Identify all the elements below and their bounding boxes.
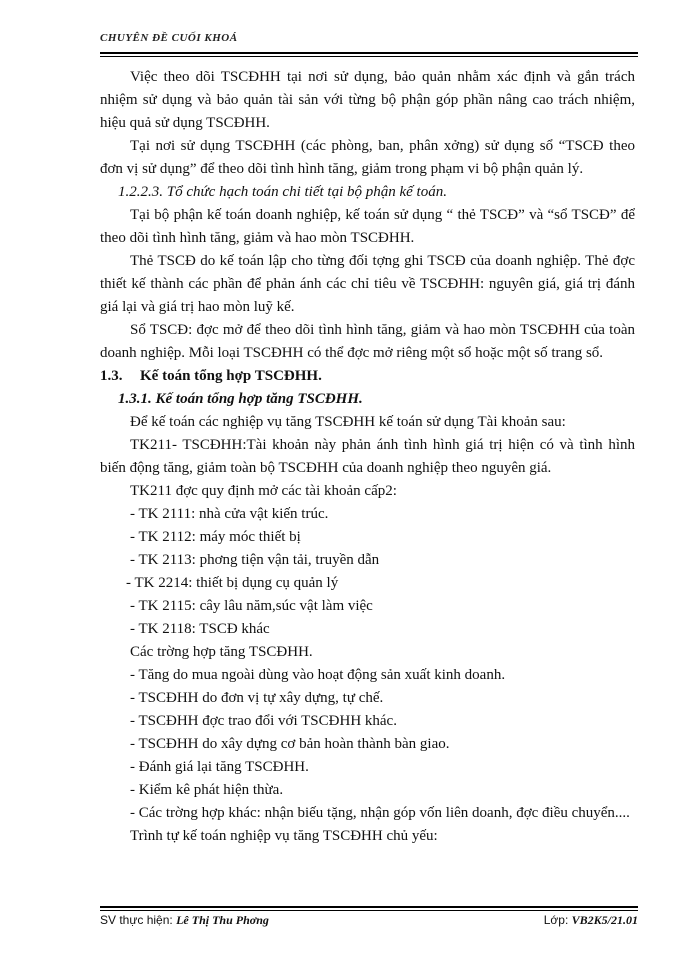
list-item: - TSCĐHH đợc trao đổi với TSCĐHH khác. [130, 713, 397, 729]
document-body [100, 66, 635, 848]
footer-student [100, 913, 269, 928]
list-item: - TK 2118: TSCĐ khác [130, 621, 270, 637]
list-item: - TK 2115: cây lâu năm,súc vật làm việc [130, 598, 373, 614]
student-label: SV thực hiện: [100, 913, 177, 927]
paragraph: TK211- TSCĐHH:Tài khoản này phản ánh tình hình giá trị hiện có và tình hình biến động tăng, giảm toàn bộ TSCĐHH của doanh nghiệp theo nguyên giá. [100, 437, 635, 476]
paragraph: Để kế toán các nghiệp vụ tăng TSCĐHH kế toán sử dụng Tài khoản sau: [130, 414, 566, 430]
header-rule-thick [100, 52, 638, 54]
list-item: - TSCĐHH do đơn vị tự xây dựng, tự chế. [130, 690, 384, 706]
section-title: Kế toán tổng hợp TSCĐHH. [140, 368, 322, 384]
footer-class [544, 913, 638, 928]
list-item: - TK 2214: thiết bị dụng cụ quản lý [126, 575, 339, 591]
paragraph: Việc theo dõi TSCĐHH tại nơi sử dụng, bảo quản nhằm xác định và gắn trách nhiệm sử dụng và bảo quản tài sản với từng bộ phận góp phần nâng cao trách nhiệm, hiệu quả sử dụng TSCĐHH. [100, 69, 635, 131]
section-heading [100, 365, 635, 388]
list-item: - TK 2112: máy móc thiết bị [130, 529, 301, 545]
list-item: - TK 2113: phơng tiện vận tải, truyền dẫn [130, 552, 380, 568]
class-value: VB2K5/21.01 [571, 913, 638, 927]
list-item: - Tăng do mua ngoài dùng vào hoạt động sản xuất kinh doanh. [130, 667, 506, 683]
paragraph: Sổ TSCĐ: đợc mở để theo dõi tình hình tăng, giảm và hao mòn TSCĐHH của toàn doanh nghiệp. Mỗi loại TSCĐHH có thể đợc mở riêng một sổ hoặc một số trang sổ. [100, 322, 635, 361]
class-label: Lớp: [543, 913, 572, 927]
paragraph: Tại nơi sử dụng TSCĐHH (các phòng, ban, phân xởng) sử dụng sổ “TSCĐ theo đơn vị sử dụng” để theo dõi tình hình tăng, giảm trong phạm vi bộ phận quản lý. [100, 138, 635, 177]
header-rule-thin [100, 56, 638, 57]
footer-rule-thin [100, 910, 638, 911]
paragraph: Thẻ TSCĐ do kế toán lập cho từng đối tợng ghi TSCĐ của doanh nghiệp. Thẻ đợc thiết kế thành các phần để phản ánh các chỉ tiêu về TSCĐHH: nguyên giá, giá trị đánh giá lại và giá trị hao mòn luỹ kế. [100, 253, 635, 315]
list-item: - Đánh giá lại tăng TSCĐHH. [130, 759, 309, 775]
paragraph: Các trờng hợp tăng TSCĐHH. [130, 644, 313, 660]
running-header: CHUYÊN ĐỀ CUỐI KHOÁ [100, 32, 238, 44]
student-name: Lê Thị Thu Phơng [176, 913, 269, 927]
paragraph: Trình tự kế toán nghiệp vụ tăng TSCĐHH chủ yếu: [130, 828, 438, 844]
paragraph: - Các trờng hợp khác: nhận biếu tặng, nhận góp vốn liên doanh, đợc điều chuyển.... [130, 805, 630, 821]
list-item: - TSCĐHH do xây dựng cơ bản hoàn thành bàn giao. [130, 736, 450, 752]
list-item: - Kiểm kê phát hiện thừa. [130, 782, 284, 798]
footer-rule-thick [100, 906, 638, 908]
subsection-heading: 1.2.2.3. Tổ chức hạch toán chi tiết tại bộ phận kế toán. [118, 184, 447, 200]
subsection-heading: 1.3.1. Kế toán tổng hợp tăng TSCĐHH. [118, 391, 363, 407]
paragraph: TK211 đợc quy định mở các tài khoản cấp2: [130, 483, 397, 499]
section-number: 1.3. [100, 368, 123, 384]
paragraph: Tại bộ phận kế toán doanh nghiệp, kế toán sử dụng “ thẻ TSCĐ” và “sổ TSCĐ” để theo dõi tình hình tăng, giảm và hao mòn TSCĐHH. [100, 207, 635, 246]
list-item: - TK 2111: nhà cửa vật kiến trúc. [130, 506, 329, 522]
